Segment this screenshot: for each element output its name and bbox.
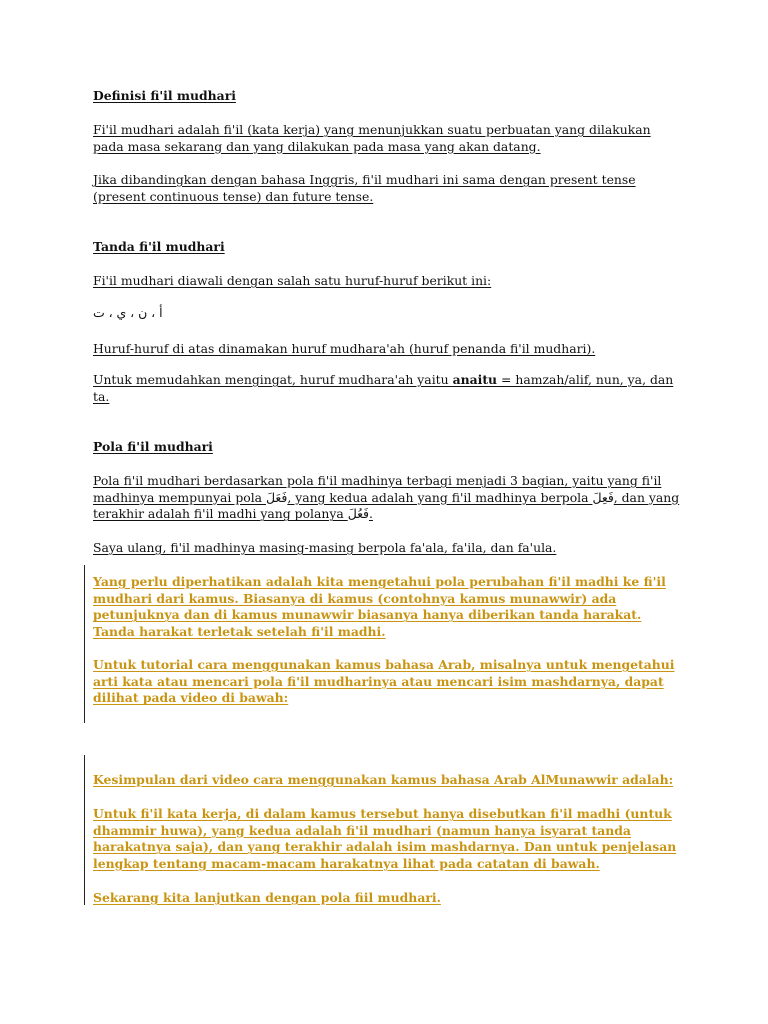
left-margin-rule-1 [84,565,85,723]
pola-text-b: , yang kedua adalah yang fi'il madhinya berpola [287,489,593,505]
highlight-paragraph-kesimpulan: Kesimpulan dari video cara menggunakan kamus bahasa Arab AlMunawwir adalah: [93,772,674,787]
pattern-faila: فَعِلَ [592,489,614,505]
paragraph-pola-2: Saya ulang, fi'il madhinya masing-masing berpola fa'ala, fa'ila, dan fa'ula. [93,540,557,555]
paragraph-definisi-2: Jika dibandingkan dengan bahasa Inggris, fi'il mudhari ini sama dengan present tense (present continuous tense) dan future tense. [93,172,636,204]
pattern-faala: فَعَلَ [266,489,288,505]
pola-text-a: Pola fi'il mudhari berdasarkan pola fi'il madhinya terbagi menjadi 3 bagian, yaitu yang fi'il madhinya mempunyai pola [93,473,662,505]
paragraph-tanda-1: Fi'il mudhari diawali dengan salah satu huruf-huruf berikut ini: [93,273,492,288]
section-heading-definisi: Definisi fi'il mudhari [93,88,236,103]
section-heading-pola: Pola fi'il mudhari [93,439,213,454]
paragraph-tanda-2: Huruf-huruf di atas dinamakan huruf mudhara'ah (huruf penanda fi'il mudhari). [93,341,596,356]
left-margin-rule-2 [84,755,85,905]
anaitu-bold: anaitu [452,372,498,387]
pola-text-d: . [368,506,373,522]
arabic-letters [93,305,683,322]
pattern-faula: فَعُلَ [347,506,369,522]
highlight-paragraph-kamus: Yang perlu diperhatikan adalah kita mengetahui pola perubahan fi'il madhi ke fi'il mudhari dari kamus. Biasanya di kamus (contohnya kamus munawwir) ada petunjuknya dan di kamus munawwir biasanya hanya diberikan tanda harakat. Tanda harakat terletak setelah fi'il madhi. [93,574,666,639]
paragraph-tanda-3 [93,372,683,405]
paragraph-tanda-3-end: = hamzah/alif, nun, ya, dan ta. [93,372,674,404]
highlight-paragraph-sekarang: Sekarang kita lanjutkan dengan pola fiil mudhari. [93,890,441,905]
paragraph-tanda-3-start: Untuk memudahkan mengingat, huruf mudhara'ah yaitu [93,372,453,387]
section-heading-tanda: Tanda fi'il mudhari [93,239,225,254]
highlight-paragraph-tutorial: Untuk tutorial cara menggunakan kamus bahasa Arab, misalnya untuk mengetahui arti kata atau mencari pola fi'il mudharinya atau mencari isim mashdarnya, dapat dilihat pada video di bawah: [93,657,675,706]
arabic-letters-text: أ ، ن ، ي ، ت [93,305,163,320]
highlight-paragraph-untuk-fiil: Untuk fi'il kata kerja, di dalam kamus tersebut hanya disebutkan fi'il madhi (untuk dhammir huwa), yang kedua adalah fi'il mudhari (namun hanya isyarat tanda harakatnya saja), dan yang terakhir adalah isim mashdarnya. Dan untuk penjelasan lengkap tentang macam-macam harakatnya lihat pada catatan di bawah. [93,806,677,871]
paragraph-definisi-1: Fi'il mudhari adalah fi'il (kata kerja) yang menunjukkan suatu perbuatan yang dilakukan pada masa sekarang dan yang dilakukan pada masa yang akan datang. [93,122,651,154]
pola-text-c: , dan yang terakhir adalah fi'il madhi yang polanya [93,489,680,522]
paragraph-pola-1 [93,473,683,523]
